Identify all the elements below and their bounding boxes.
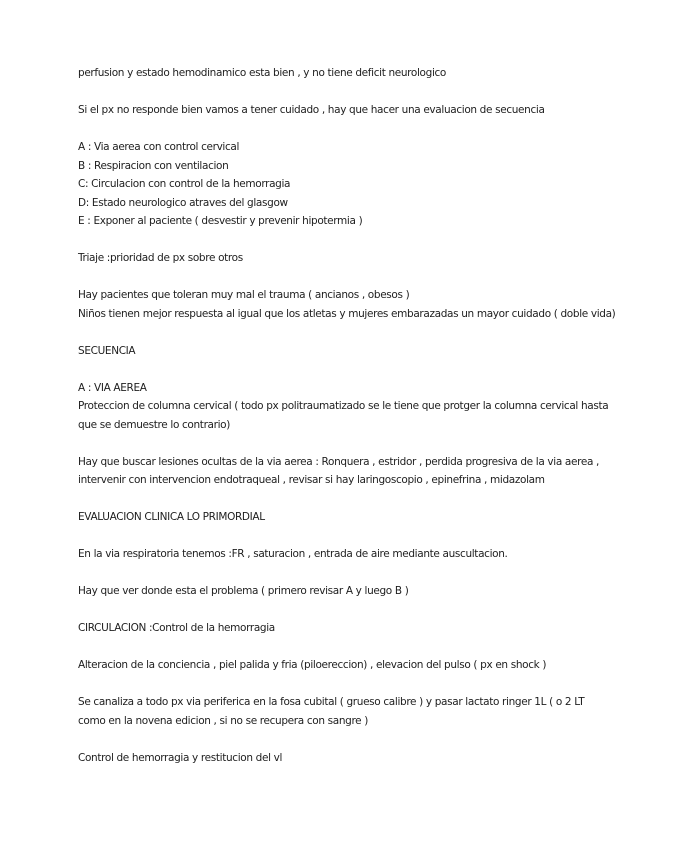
text-line: Hay pacientes que toleran muy mal el trauma ( ancianos , obesos ) [78,289,410,301]
list-item-a: A : Via aerea con control cervical [78,141,240,153]
text-line: Proteccion de columna cervical ( todo px politraumatizado se le tiene que protger la columna cervical hasta [78,400,609,412]
list-item-c: C: Circulacion con control de la hemorragia [78,178,291,190]
text-line: Control de hemorragia y restitucion del vl [78,751,283,764]
heading-circulacion [78,619,608,638]
section-heading: CIRCULACION :Control de la hemorragia [78,622,275,634]
text-line: perfusion y estado hemodinamico esta bien , y no tiene deficit neurologico [78,67,447,79]
list-abcde [78,138,608,231]
paragraph-perfusion [78,64,608,83]
text-line: Niños tienen mejor respuesta al igual que los atletas y mujeres embarazadas un mayor cuidado ( doble vida) [78,307,616,320]
text-line: Triaje :prioridad de px sobre otros [78,252,243,264]
heading-evaluacion-clinica [78,508,608,527]
paragraph-pacientes [78,286,616,323]
heading-secuencia [78,342,608,361]
text-line: intervenir con intervencion endotraqueal , revisar si hay laringoscopio , epinefrina , midazolam [78,474,545,486]
text-line: Alteracion de la conciencia , piel palida y fria (piloereccion) , elevacion del pulso ( px en shock ) [78,659,547,671]
text-line: Hay que ver donde esta el problema ( primero revisar A y luego B ) [78,585,409,597]
paragraph-control-hemorragia [78,749,608,768]
paragraph-canaliza [78,693,608,730]
subsection-heading: A : VIA AEREA [78,381,147,394]
text-line: Hay que buscar lesiones ocultas de la via aerea : Ronquera , estridor , perdida progresiva de la via aerea , [78,455,600,468]
paragraph-via-aerea [78,379,608,435]
list-item-b: B : Respiracion con ventilacion [78,159,229,172]
document-body [78,64,616,786]
paragraph-alteracion [78,656,608,675]
list-item-e: E : Exponer al paciente ( desvestir y prevenir hipotermia ) [78,215,363,227]
list-item-d: D: Estado neurologico atraves del glasgow [78,196,288,209]
text-line: como en la novena edicion , si no se recupera con sangre ) [78,714,369,727]
paragraph-via-respiratoria [78,545,608,564]
text-line: que se demuestre lo contrario) [78,418,230,431]
section-heading: EVALUACION CLINICA LO PRIMORDIAL [78,511,265,523]
text-line: En la via respiratoria tenemos :FR , saturacion , entrada de aire mediante auscultacion. [78,548,508,560]
text-line: Se canaliza a todo px via periferica en la fosa cubital ( grueso calibre ) y pasar lactato ringer 1L ( o 2 LT [78,696,585,708]
paragraph-triaje [78,249,608,268]
section-heading: SECUENCIA [78,344,136,357]
paragraph-lesiones-ocultas [78,453,608,490]
paragraph-problema [78,582,608,601]
paragraph-evaluacion-secuencia [78,101,608,120]
text-line: Si el px no responde bien vamos a tener cuidado , hay que hacer una evaluacion de secuencia [78,104,545,116]
